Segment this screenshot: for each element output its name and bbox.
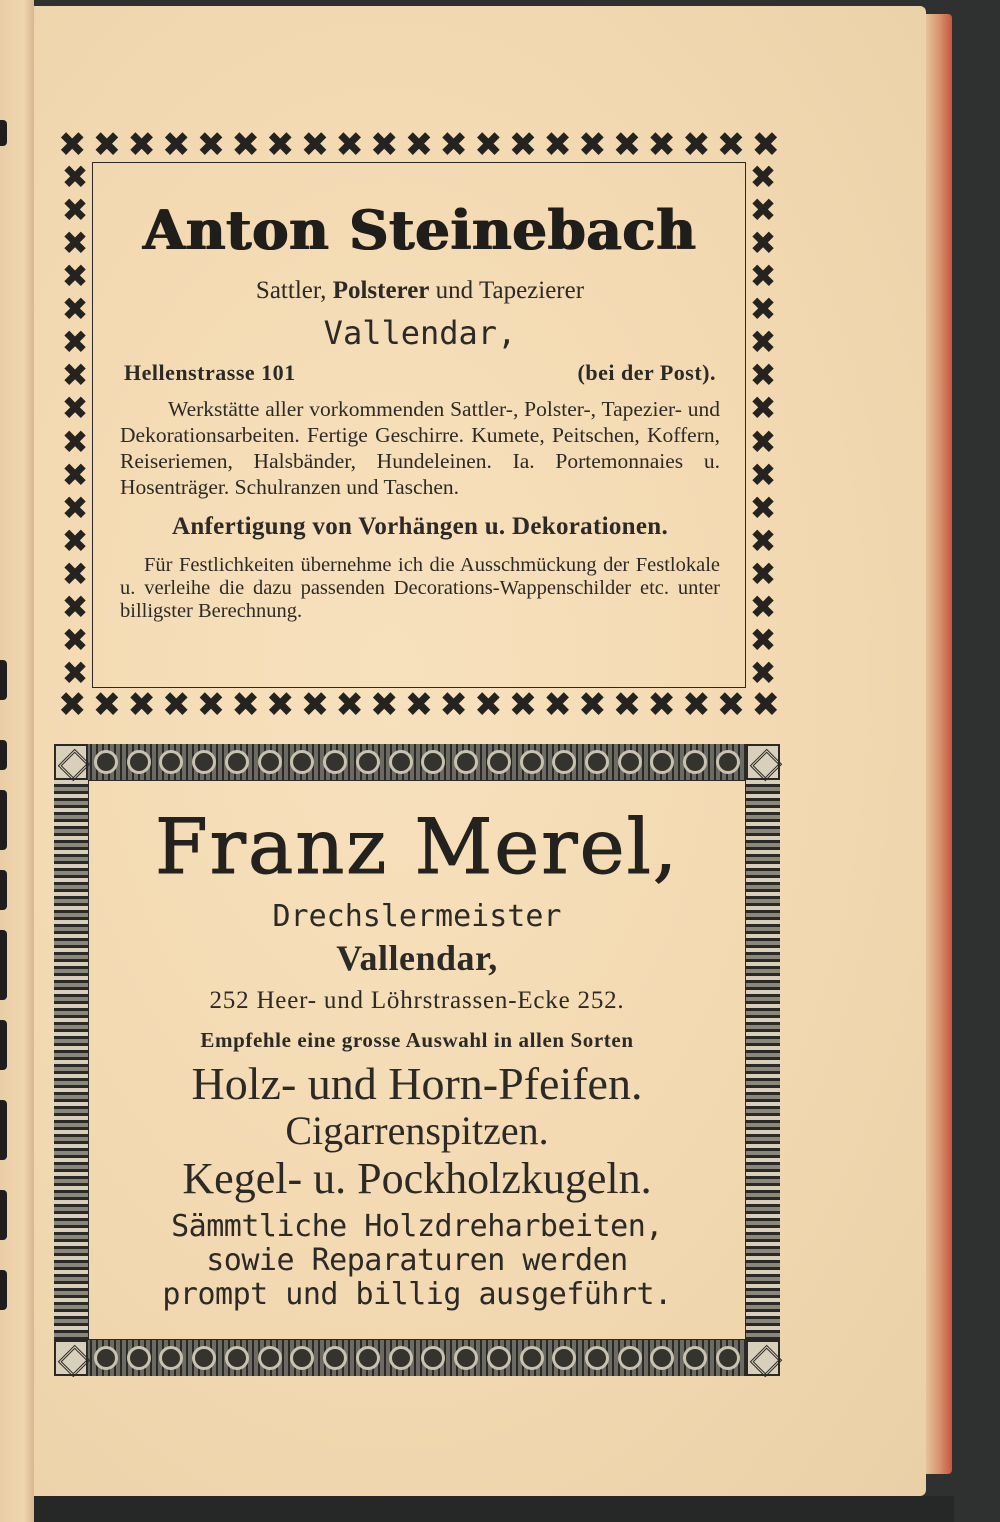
scan-background-bottom	[34, 1496, 954, 1522]
trade-line: Drechslermeister	[272, 899, 562, 934]
ornament-border-top	[54, 744, 780, 780]
street-address: Hellenstrasse 101	[124, 360, 296, 385]
ornament-corner-bottom-left	[54, 1340, 88, 1376]
address-line	[120, 360, 720, 386]
advertisement-steinebach	[58, 128, 780, 722]
town-name: Vallendar,	[336, 938, 498, 978]
adjacent-page-edge	[0, 0, 34, 1522]
service-line-1: Sämmtliche Holzdreharbeiten,	[171, 1209, 663, 1244]
ad1-content	[120, 198, 720, 623]
ornament-border-left	[54, 780, 88, 1340]
ornament-corner-top-right	[746, 744, 780, 780]
cross-border-top: ✖ ✖ ✖ ✖ ✖ ✖ ✖ ✖ ✖ ✖ ✖ ✖ ✖ ✖ ✖ ✖ ✖ ✖ ✖ ✖ ✖	[58, 128, 780, 162]
business-name: Franz Merel,	[154, 802, 680, 891]
trade-word-1: Sattler,	[255, 277, 327, 304]
service-line-3: prompt und billig ausgeführt.	[162, 1277, 672, 1312]
page-stack-edge	[926, 14, 952, 1474]
product-cigar-holders: Cigarrenspitzen.	[285, 1108, 549, 1153]
ornament-border-bottom	[54, 1340, 780, 1376]
trade-word-3: und Tapezierer	[435, 277, 585, 304]
address-line: 252 Heer- und Löhrstrassen-Ecke 252.	[209, 987, 625, 1014]
ornament-border-right	[746, 780, 780, 1340]
cross-border-right: ✖ ✖ ✖ ✖ ✖ ✖ ✖ ✖ ✖ ✖ ✖ ✖ ✖ ✖ ✖ ✖	[749, 162, 777, 688]
cross-border-left: ✖ ✖ ✖ ✖ ✖ ✖ ✖ ✖ ✖ ✖ ✖ ✖ ✖ ✖ ✖ ✖	[61, 162, 89, 688]
ornament-corner-top-left	[54, 744, 88, 780]
business-name: Anton Steinebach	[143, 198, 697, 262]
highlight-line: Anfertigung von Vorhängen u. Dekorationen.	[172, 513, 668, 540]
product-balls: Kegel- u. Pockholzkugeln.	[182, 1154, 652, 1203]
closing-paragraph	[120, 554, 720, 623]
location-note: (bei der Post).	[577, 360, 716, 385]
service-line-2: sowie Reparaturen werden	[206, 1243, 628, 1278]
ad2-content	[120, 804, 714, 1312]
product-pipes: Holz- und Horn-Pfeifen.	[191, 1058, 643, 1109]
trade-word-2: Polsterer	[332, 277, 430, 304]
ornament-corner-bottom-right	[746, 1340, 780, 1376]
advertisement-merel	[54, 744, 780, 1376]
trade-line	[120, 276, 720, 306]
intro-line: Empfehle eine grosse Auswahl in allen Sorten	[200, 1028, 634, 1052]
town-name: Vallendar,	[323, 314, 517, 352]
closing-text: Für Festlichkeiten übernehme ich die Ausschmückung der Festlokale u. verleihe die dazu passenden Decorations-Wappenschilder etc. unter billigster Berechnung.	[120, 554, 720, 622]
services-text: Werkstätte aller vorkommenden Sattler-, Polster-, Tapezier- und Dekorationsarbeiten. Fertige Geschirre. Kumete, Peitschen, Koffern, Reiseriemen, Halsbänder, Hundeleinen. Ia. Portemonnaies u. Hosenträger. Schulranzen und Taschen.	[120, 397, 720, 499]
services-paragraph	[120, 396, 720, 500]
cross-border-bottom: ✖ ✖ ✖ ✖ ✖ ✖ ✖ ✖ ✖ ✖ ✖ ✖ ✖ ✖ ✖ ✖ ✖ ✖ ✖ ✖ ✖	[58, 688, 780, 722]
